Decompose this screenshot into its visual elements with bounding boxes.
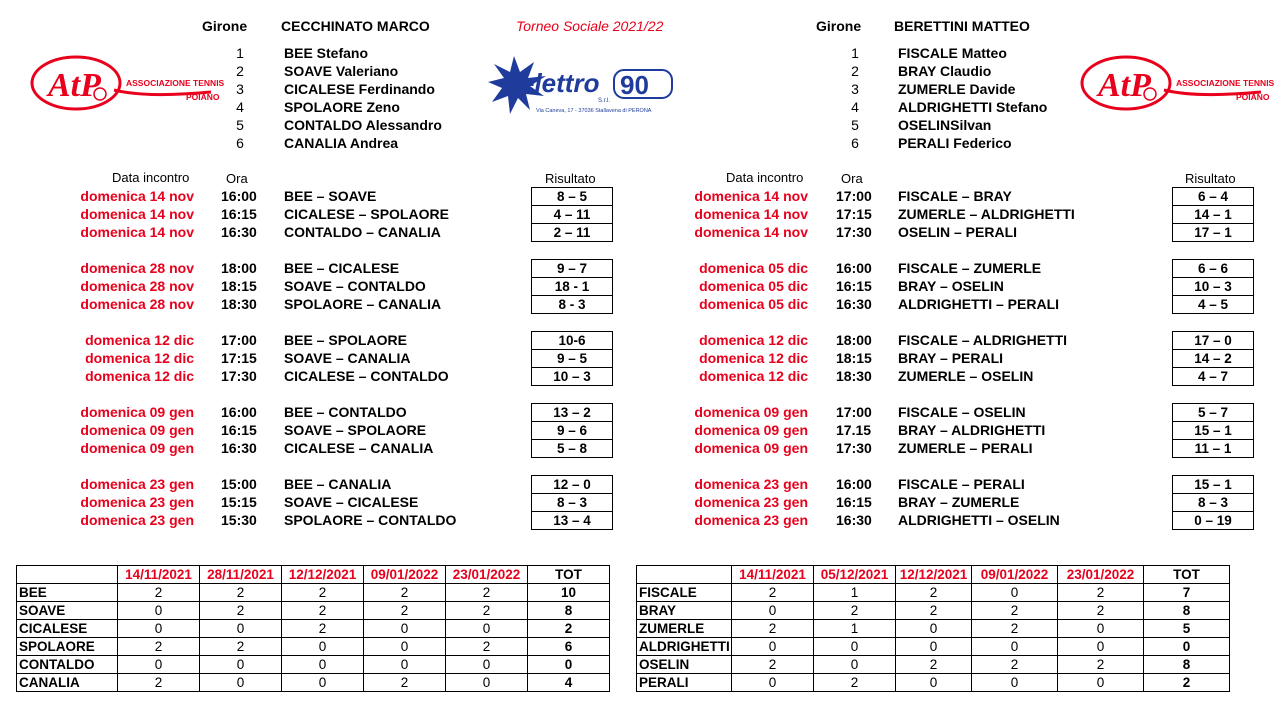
player-number: 3: [236, 81, 244, 97]
result-box: [1172, 403, 1254, 458]
score-cell: 2: [972, 602, 1058, 620]
match-date: domenica 09 gen: [80, 422, 194, 438]
player-surname: SOAVE: [17, 602, 118, 620]
score-cell: 0: [364, 620, 446, 638]
score-cell: 2: [200, 602, 282, 620]
col-time-header: Ora: [226, 171, 248, 186]
match-date: domenica 12 dic: [699, 332, 808, 348]
svg-text:Via Caneva, 17 - 37036 Stallav: Via Caneva, 17 - 37036 Stallavena di PERONA: [536, 108, 652, 114]
match-date: domenica 23 gen: [694, 512, 808, 528]
match-time: 16:00: [836, 260, 872, 276]
player-surname: BEE: [17, 584, 118, 602]
match-time: 16:15: [221, 206, 257, 222]
match-result: 15 – 1: [1173, 476, 1253, 494]
match-pairing: BEE – CANALIA: [284, 476, 392, 492]
player-name: BRAY Claudio: [898, 63, 992, 79]
score-cell: 0: [1058, 638, 1144, 656]
player-surname: BRAY: [637, 602, 732, 620]
score-cell: 2: [118, 638, 200, 656]
group-captain: BERETTINI MATTEO: [894, 18, 1030, 34]
match-date: domenica 14 nov: [80, 224, 194, 240]
match-time: 17:30: [221, 368, 257, 384]
total-cell: 8: [528, 602, 610, 620]
score-cell: 2: [1058, 584, 1144, 602]
match-pairing: ZUMERLE – PERALI: [898, 440, 1033, 456]
score-cell: 0: [732, 638, 814, 656]
player-name: CONTALDO Alessandro: [284, 117, 442, 133]
match-pairing: CICALESE – SPOLAORE: [284, 206, 449, 222]
match-time: 16:15: [221, 422, 257, 438]
player-number: 6: [236, 135, 244, 151]
match-pairing: SOAVE – CICALESE: [284, 494, 419, 510]
svg-text:90: 90: [620, 70, 649, 100]
date-header: 23/01/2022: [1058, 566, 1144, 584]
score-cell: 2: [896, 602, 972, 620]
tot-header: TOT: [1144, 566, 1230, 584]
total-cell: 4: [528, 674, 610, 692]
match-date: domenica 09 gen: [80, 404, 194, 420]
score-cell: 0: [896, 638, 972, 656]
result-box: [531, 403, 613, 458]
match-time: 16:00: [836, 476, 872, 492]
date-header: 14/11/2021: [118, 566, 200, 584]
total-cell: 2: [1144, 674, 1230, 692]
match-time: 17:00: [836, 404, 872, 420]
match-date: domenica 14 nov: [80, 188, 194, 204]
table-row: [17, 638, 610, 656]
match-result: 8 – 3: [1173, 494, 1253, 512]
match-time: 17:30: [836, 224, 872, 240]
date-header: 28/11/2021: [200, 566, 282, 584]
match-time: 16:15: [836, 494, 872, 510]
score-cell: 2: [732, 656, 814, 674]
result-box: [1172, 331, 1254, 386]
table-row: [17, 620, 610, 638]
standings-table: [16, 565, 610, 692]
total-cell: 0: [528, 656, 610, 674]
match-date: domenica 12 dic: [85, 350, 194, 366]
player-name: FISCALE Matteo: [898, 45, 1007, 61]
match-date: domenica 28 nov: [80, 260, 194, 276]
match-pairing: ALDRIGHETTI – PERALI: [898, 296, 1060, 312]
score-cell: 2: [814, 602, 896, 620]
date-header: 14/11/2021: [732, 566, 814, 584]
score-cell: 0: [118, 620, 200, 638]
svg-text:ASSOCIAZIONE TENNIS: ASSOCIAZIONE TENNIS: [1176, 78, 1275, 88]
match-result: 4 – 7: [1197, 369, 1229, 384]
match-time: 15:00: [221, 476, 257, 492]
player-surname: SPOLAORE: [17, 638, 118, 656]
match-result: 9 – 6: [532, 422, 612, 440]
match-pairing: CICALESE – CONTALDO: [284, 368, 449, 384]
match-pairing: BRAY – PERALI: [898, 350, 1004, 366]
score-cell: 2: [118, 584, 200, 602]
match-result: 12 – 0: [532, 476, 612, 494]
match-pairing: BEE – SPOLAORE: [284, 332, 407, 348]
score-cell: 0: [1058, 674, 1144, 692]
match-date: domenica 05 dic: [699, 296, 808, 312]
score-cell: 0: [118, 602, 200, 620]
score-cell: 2: [200, 638, 282, 656]
score-cell: 2: [896, 584, 972, 602]
svg-text:ASSOCIAZIONE TENNIS: ASSOCIAZIONE TENNIS: [126, 78, 225, 88]
score-cell: 0: [200, 674, 282, 692]
match-time: 17:00: [836, 188, 872, 204]
match-result: 17 – 0: [1173, 332, 1253, 350]
atp-logo-left: [26, 52, 225, 114]
player-number: 5: [236, 117, 244, 133]
player-number: 2: [236, 63, 244, 79]
player-name: SPOLAORE Zeno: [284, 99, 400, 115]
player-number: 3: [851, 81, 859, 97]
player-name: CICALESE Ferdinando: [284, 81, 435, 97]
score-cell: 0: [446, 620, 528, 638]
match-date: domenica 14 nov: [694, 224, 808, 240]
match-pairing: BRAY – ALDRIGHETTI: [898, 422, 1046, 438]
player-number: 4: [851, 99, 859, 115]
player-number: 1: [851, 45, 859, 61]
match-result: 5 – 8: [556, 441, 588, 456]
match-time: 16:15: [836, 278, 872, 294]
score-cell: 2: [446, 602, 528, 620]
match-time: 17:00: [221, 332, 257, 348]
match-date: domenica 23 gen: [80, 512, 194, 528]
score-cell: 0: [118, 656, 200, 674]
result-box: [1172, 259, 1254, 314]
result-box: [531, 475, 613, 530]
score-cell: 0: [364, 638, 446, 656]
player-name: ALDRIGHETTI Stefano: [898, 99, 1048, 115]
score-cell: 0: [732, 674, 814, 692]
match-date: domenica 23 gen: [80, 494, 194, 510]
player-name: BEE Stefano: [284, 45, 369, 61]
score-cell: 2: [364, 602, 446, 620]
table-row: [17, 674, 610, 692]
result-box: [531, 187, 613, 242]
match-time: 18:30: [221, 296, 257, 312]
match-pairing: FISCALE – ZUMERLE: [898, 260, 1042, 276]
table-row: [637, 602, 1230, 620]
svg-text:elettro: elettro: [520, 68, 600, 98]
table-row: [637, 674, 1230, 692]
match-result: 14 – 2: [1173, 350, 1253, 368]
match-pairing: FISCALE – PERALI: [898, 476, 1025, 492]
score-cell: 2: [732, 584, 814, 602]
standings-corner: [17, 566, 118, 584]
match-time: 17:15: [836, 206, 872, 222]
match-result: 15 – 1: [1173, 422, 1253, 440]
score-cell: 0: [972, 674, 1058, 692]
player-name: PERALI Federico: [898, 135, 1012, 151]
score-cell: 1: [814, 584, 896, 602]
table-row: [637, 620, 1230, 638]
group-captain: CECCHINATO MARCO: [281, 18, 430, 34]
player-surname: PERALI: [637, 674, 732, 692]
svg-text:AtP: AtP: [1098, 67, 1151, 104]
total-cell: 5: [1144, 620, 1230, 638]
table-row: [17, 602, 610, 620]
match-pairing: ZUMERLE – ALDRIGHETTI: [898, 206, 1075, 222]
score-cell: 0: [446, 656, 528, 674]
score-cell: 2: [282, 620, 364, 638]
score-cell: 2: [446, 584, 528, 602]
match-pairing: ZUMERLE – OSELIN: [898, 368, 1034, 384]
svg-text:AtP: AtP: [48, 67, 101, 104]
result-box: [1172, 475, 1254, 530]
match-date: domenica 23 gen: [80, 476, 194, 492]
match-pairing: FISCALE – BRAY: [898, 188, 1012, 204]
col-result-header: Risultato: [1185, 171, 1236, 186]
score-cell: 0: [200, 656, 282, 674]
match-date: domenica 23 gen: [694, 494, 808, 510]
score-cell: 2: [1058, 656, 1144, 674]
score-cell: 2: [364, 674, 446, 692]
score-cell: 2: [282, 602, 364, 620]
match-result: 13 – 2: [532, 404, 612, 422]
match-pairing: FISCALE – ALDRIGHETTI: [898, 332, 1068, 348]
tournament-title: Torneo Sociale 2021/22: [516, 18, 664, 34]
match-date: domenica 05 dic: [699, 278, 808, 294]
score-cell: 0: [282, 656, 364, 674]
match-time: 17:15: [221, 350, 257, 366]
table-row: [637, 638, 1230, 656]
score-cell: 2: [972, 656, 1058, 674]
score-cell: 2: [364, 584, 446, 602]
svg-text:POIANO: POIANO: [186, 92, 220, 102]
total-cell: 7: [1144, 584, 1230, 602]
player-number: 5: [851, 117, 859, 133]
match-time: 18:30: [836, 368, 872, 384]
match-result: 8 - 3: [558, 297, 586, 312]
player-number: 4: [236, 99, 244, 115]
player-number: 2: [851, 63, 859, 79]
match-result: 0 – 19: [1194, 513, 1232, 528]
match-date: domenica 23 gen: [694, 476, 808, 492]
standings-header-row: [17, 566, 610, 584]
total-cell: 8: [1144, 602, 1230, 620]
match-time: 16:00: [221, 188, 257, 204]
match-result: 6 – 4: [1173, 188, 1253, 206]
score-cell: 2: [896, 656, 972, 674]
player-surname: OSELIN: [637, 656, 732, 674]
match-time: 15:15: [221, 494, 257, 510]
standings-table: [636, 565, 1230, 692]
match-result: 14 – 1: [1173, 206, 1253, 224]
match-date: domenica 12 dic: [699, 350, 808, 366]
atp-logo-right: [1076, 52, 1275, 114]
match-pairing: BEE – SOAVE: [284, 188, 377, 204]
result-box: [531, 331, 613, 386]
col-date-header: Data incontro: [112, 170, 190, 185]
match-result: 18 - 1: [532, 278, 612, 296]
date-header: 05/12/2021: [814, 566, 896, 584]
match-result: 13 – 4: [553, 513, 591, 528]
date-header: 12/12/2021: [282, 566, 364, 584]
total-cell: 2: [528, 620, 610, 638]
score-cell: 0: [732, 602, 814, 620]
player-surname: CICALESE: [17, 620, 118, 638]
girone-label: Girone: [202, 18, 248, 34]
table-row: [17, 584, 610, 602]
match-pairing: BEE – CICALESE: [284, 260, 400, 276]
match-date: domenica 14 nov: [80, 206, 194, 222]
match-result: 9 – 7: [532, 260, 612, 278]
match-pairing: SPOLAORE – CONTALDO: [284, 512, 457, 528]
result-box: [1172, 187, 1254, 242]
total-cell: 0: [1144, 638, 1230, 656]
match-result: 5 – 7: [1173, 404, 1253, 422]
match-result: 10 – 3: [1173, 278, 1253, 296]
match-result: 17 – 1: [1194, 225, 1232, 240]
score-cell: 0: [282, 638, 364, 656]
col-result-header: Risultato: [545, 171, 596, 186]
match-pairing: SOAVE – CONTALDO: [284, 278, 426, 294]
match-time: 16:30: [221, 440, 257, 456]
date-header: 12/12/2021: [896, 566, 972, 584]
match-time: 16:30: [836, 296, 872, 312]
player-name: ZUMERLE Davide: [898, 81, 1016, 97]
table-row: [637, 584, 1230, 602]
col-time-header: Ora: [841, 171, 863, 186]
match-time: 18:00: [221, 260, 257, 276]
match-time: 17.15: [836, 422, 872, 438]
match-result: 8 – 3: [532, 494, 612, 512]
match-pairing: CONTALDO – CANALIA: [284, 224, 441, 240]
score-cell: 2: [200, 584, 282, 602]
player-surname: CANALIA: [17, 674, 118, 692]
match-time: 16:00: [221, 404, 257, 420]
match-time: 16:30: [836, 512, 872, 528]
player-surname: ALDRIGHETTI: [637, 638, 732, 656]
match-pairing: SOAVE – SPOLAORE: [284, 422, 427, 438]
svg-text:S.r.l.: S.r.l.: [598, 98, 611, 104]
tot-header: TOT: [528, 566, 610, 584]
match-date: domenica 12 dic: [85, 332, 194, 348]
score-cell: 0: [364, 656, 446, 674]
score-cell: 2: [814, 674, 896, 692]
total-cell: 10: [528, 584, 610, 602]
score-cell: 0: [972, 584, 1058, 602]
match-date: domenica 09 gen: [694, 422, 808, 438]
match-date: domenica 28 nov: [80, 278, 194, 294]
match-result: 6 – 6: [1173, 260, 1253, 278]
match-time: 18:15: [836, 350, 872, 366]
date-header: 23/01/2022: [446, 566, 528, 584]
match-date: domenica 14 nov: [694, 206, 808, 222]
score-cell: 0: [896, 674, 972, 692]
player-name: CANALIA Andrea: [284, 135, 399, 151]
player-name: OSELINSilvan: [898, 117, 992, 133]
standings-header-row: [637, 566, 1230, 584]
total-cell: 8: [1144, 656, 1230, 674]
score-cell: 2: [118, 674, 200, 692]
col-date-header: Data incontro: [726, 170, 804, 185]
elettro90-logo: [486, 52, 676, 118]
match-time: 17:30: [836, 440, 872, 456]
match-date: domenica 05 dic: [699, 260, 808, 276]
match-date: domenica 12 dic: [699, 368, 808, 384]
date-header: 09/01/2022: [972, 566, 1058, 584]
score-cell: 0: [896, 620, 972, 638]
match-pairing: SPOLAORE – CANALIA: [284, 296, 442, 312]
match-pairing: ALDRIGHETTI – OSELIN: [898, 512, 1060, 528]
match-result: 4 – 5: [1197, 297, 1229, 312]
match-pairing: BRAY – ZUMERLE: [898, 494, 1020, 510]
score-cell: 2: [446, 638, 528, 656]
date-header: 09/01/2022: [364, 566, 446, 584]
score-cell: 2: [732, 620, 814, 638]
svg-text:POIANO: POIANO: [1236, 92, 1270, 102]
match-result: 11 – 1: [1194, 441, 1232, 456]
player-number: 6: [851, 135, 859, 151]
match-pairing: OSELIN – PERALI: [898, 224, 1018, 240]
match-time: 18:00: [836, 332, 872, 348]
match-date: domenica 09 gen: [694, 440, 808, 456]
score-cell: 0: [200, 620, 282, 638]
match-pairing: BRAY – OSELIN: [898, 278, 1004, 294]
match-date: domenica 12 dic: [85, 368, 194, 384]
player-surname: CONTALDO: [17, 656, 118, 674]
score-cell: 2: [972, 620, 1058, 638]
match-pairing: CICALESE – CANALIA: [284, 440, 434, 456]
player-surname: FISCALE: [637, 584, 732, 602]
result-box: [531, 259, 613, 314]
score-cell: 2: [1058, 602, 1144, 620]
match-result: 8 – 5: [532, 188, 612, 206]
score-cell: 1: [814, 620, 896, 638]
match-result: 9 – 5: [532, 350, 612, 368]
score-cell: 0: [282, 674, 364, 692]
player-surname: ZUMERLE: [637, 620, 732, 638]
table-row: [637, 656, 1230, 674]
total-cell: 6: [528, 638, 610, 656]
match-time: 15:30: [221, 512, 257, 528]
match-date: domenica 14 nov: [694, 188, 808, 204]
match-result: 10-6: [532, 332, 612, 350]
girone-label: Girone: [816, 18, 862, 34]
match-result: 10 – 3: [553, 369, 591, 384]
player-name: SOAVE Valeriano: [284, 63, 399, 79]
match-pairing: FISCALE – OSELIN: [898, 404, 1026, 420]
table-row: [17, 656, 610, 674]
score-cell: 0: [446, 674, 528, 692]
score-cell: 0: [814, 656, 896, 674]
match-time: 16:30: [221, 224, 257, 240]
match-time: 18:15: [221, 278, 257, 294]
match-pairing: SOAVE – CANALIA: [284, 350, 411, 366]
match-date: domenica 28 nov: [80, 296, 194, 312]
match-result: 2 – 11: [553, 225, 591, 240]
match-result: 4 – 11: [532, 206, 612, 224]
score-cell: 0: [1058, 620, 1144, 638]
match-date: domenica 09 gen: [80, 440, 194, 456]
player-number: 1: [236, 45, 244, 61]
score-cell: 2: [282, 584, 364, 602]
score-cell: 0: [814, 638, 896, 656]
match-pairing: BEE – CONTALDO: [284, 404, 407, 420]
match-date: domenica 09 gen: [694, 404, 808, 420]
standings-corner: [637, 566, 732, 584]
score-cell: 0: [972, 638, 1058, 656]
